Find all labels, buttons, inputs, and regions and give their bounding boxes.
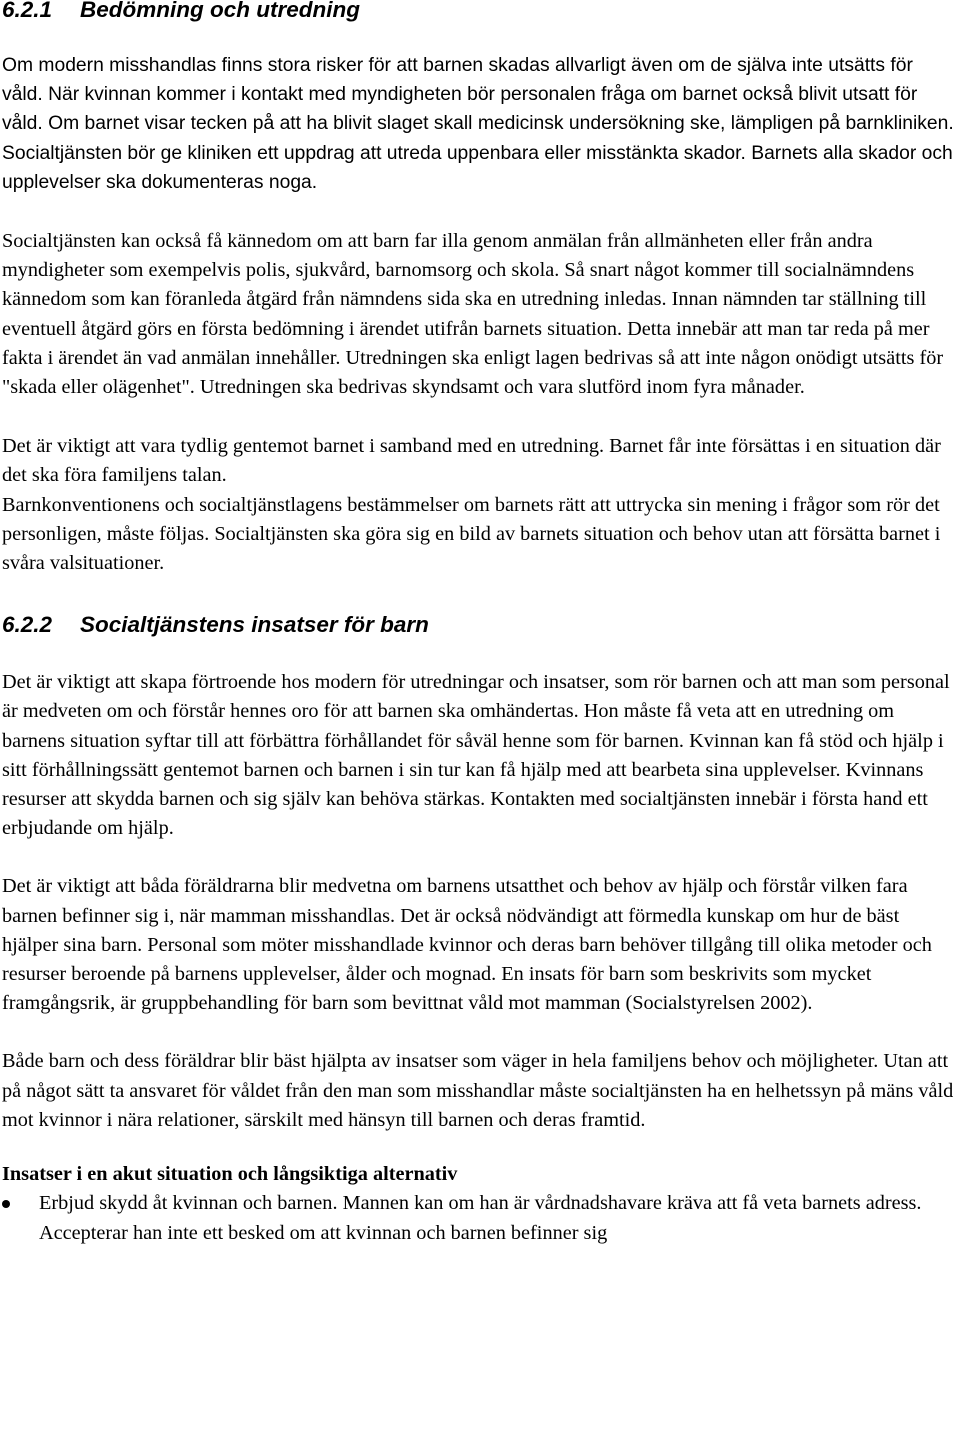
paragraph: Det är viktigt att vara tydlig gentemot barnet i samband med en utredning. Barnet får inte försättas i en situation där det ska föra familjens talan.: [2, 435, 941, 487]
paragraph: Barnkonventionens och socialtjänstlagens bestämmelser om barnets rätt att uttrycka sin mening i frågor som rör det personligen, måste följas. Socialtjänsten ska göra sig en bild av barnets situation och behov utan att försätta barnet i svåra valsituationer.: [2, 493, 941, 575]
section-title: Socialtjänstens insatser för barn: [80, 612, 429, 638]
section-number: 6.2.1: [2, 0, 53, 22]
subheading: Insatser i en akut situation och långsiktiga alternativ: [2, 1163, 458, 1186]
list-item: [2, 1189, 958, 1247]
paragraph: Det är viktigt att skapa förtroende hos modern för utredningar och insatser, som rör barnen och att man som personal är medveten om och förstår hennes oro för att barnen ska omhändertas. Hon måste få veta att en utredning om barnens situation syftar till att förbättra förhållandet för såväl henne som för barnen. Kvinnan kan få stöd och hjälp i sitt förhållningssätt gentemot barnen och barnen i sin tur kan få hjälp med att bearbeta sina upplevelser. Kvinnans resurser att skydda barnen och sig själv kan behöva stärkas. Kontakten med socialtjänsten innebär i första hand ett erbjudande om hjälp.: [2, 671, 950, 840]
list-item-text: Erbjud skydd åt kvinnan och barnen. Mannen kan om han är vårdnadshavare kräva att få veta barnets adress. Accepterar han inte ett besked om att kvinnan och barnen befinner sig: [39, 1192, 922, 1244]
paragraph: Om modern misshandlas finns stora risker för att barnen skadas allvarligt även om de själva inte utsätts för våld. När kvinnan kommer i kontakt med myndigheten bör personalen fråga om barnet också blivit utsatt för våld. Om barnet visar tecken på att ha blivit slaget skall medicinsk undersökning ske, lämpligen på barnkliniken. Socialtjänsten bör ge kliniken ett uppdrag att utreda uppenbara eller misstänkta skador. Barnets alla skador och upplevelser ska dokumenteras noga.: [2, 55, 954, 193]
bullet-icon: [2, 1200, 10, 1208]
paragraph: Socialtjänsten kan också få kännedom om att barn far illa genom anmälan från allmänheten eller från andra myndigheter som exempelvis polis, sjukvård, barnomsorg och skola. Så snart något kommer till socialnämndens kännedom som kan föranleda åtgärd från nämndens sida ska en utredning inledas. Innan nämnden tar ställning till eventuell åtgärd görs en första bedömning i ärendet utifrån barnets situation. Detta innebär att man tar reda på mer fakta i ärendet än vad anmälan innehåller. Utredningen ska enligt lagen bedrivas så att inte någon onödigt utsätts för "skada eller olägenhet". Utredningen ska bedrivas skyndsamt och vara slutförd inom fyra månader.: [2, 230, 944, 399]
section-heading: [2, 612, 958, 638]
section-number: 6.2.2: [2, 612, 53, 638]
paragraph: Det är viktigt att båda föräldrarna blir medvetna om barnens utsatthet och behov av hjälp och förstår vilken fara barnen befinner sig i, när mamman misshandlas. Det är också nödvändigt att förmedla kunskap om hur de bäst hjälper sina barn. Personal som möter misshandlade kvinnor och deras barn behöver tillgång till olika metoder och resurser beroende på barnens upplevelser, ålder och mognad. En insats för barn som beskrivits som mycket framgångsrik, är gruppbehandling för barn som bevittnat våld mot mamman (Socialstyrelsen 2002).: [2, 875, 932, 1015]
paragraph: Både barn och dess föräldrar blir bäst hjälpta av insatser som väger in hela familjens behov och möjligheter. Utan att på något sätt ta ansvaret för våldet från den man som misshandlar måste socialtjänsten ha en helhetssyn på mäns våld mot kvinnor i nära relationer, särskilt med hänsyn till barnen och deras framtid.: [2, 1050, 954, 1131]
section-heading: [2, 0, 958, 23]
section-title: Bedömning och utredning: [80, 0, 360, 22]
bullet-list: [2, 1189, 958, 1247]
